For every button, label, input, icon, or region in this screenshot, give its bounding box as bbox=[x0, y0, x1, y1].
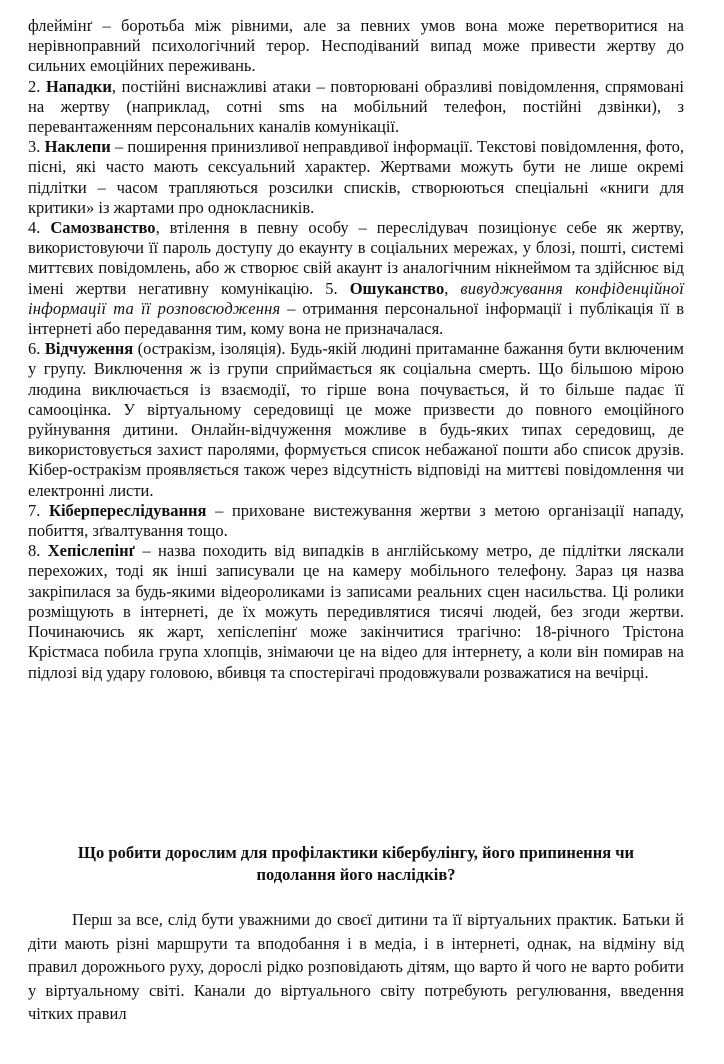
advice-paragraph bbox=[28, 908, 684, 1026]
intro-paragraph: флеймінґ – боротьба між рівними, але за певних умов вона може перетворитися на нерівноправний психологічний терор. Несподіваний випад може привести жертву до сильних емоційних переживань. bbox=[28, 16, 684, 76]
heading-line: подолання його наслідків? bbox=[256, 865, 456, 884]
item-number: 5. bbox=[325, 278, 338, 298]
list-item bbox=[28, 77, 684, 138]
item-number: 4. bbox=[28, 218, 41, 238]
list-item: 4. Самозванство, втілення в певну особу – переслідувач позиціонує себе як жертву, використовуючи її пароль доступу до екаунту в соціальних мережах, у блозі, пошті, системі миттєвих повідомлень, або ж створює свій акаунт із аналогічним нікнеймом та здійснює від імені жертви негативну комунікацію. 5. Ошуканство, вивуджування конфіденційної інформації та її розповсюдження – отримання персональної інформації і публікація її в інтернеті або передавання тим, кому вона не призначалася. bbox=[28, 218, 685, 339]
paragraph-text: Перш за все, слід бути уважними до своєї дитини та її віртуальних практик. Батьки й діти мають різні маршрути та вподобання і в медіа, і в інтернеті, однак, на відміну від правил дорожнього руху, дорослі рідко розповідають дітям, що варто й чого не варто робити у віртуальному світі. Канали до віртуального світу потребують регулювання, введення чітких правил bbox=[28, 910, 684, 1023]
item-term: Відчуження bbox=[44, 339, 134, 359]
list-item bbox=[28, 339, 684, 501]
item-number: 8. bbox=[28, 541, 41, 561]
list-item bbox=[28, 137, 684, 218]
item-text: – назва походить від випадків в англійському метро, де підлітки ляскали перехожих, тоді як інші записували це на камеру мобільного телефону. Зараз ця назва закріпилася за будь-якими відеороликами із записами реальних сцен насильства. Ці ролики розміщують в інтернеті, де їх можуть передивлятися тисячі людей, без згоди жертви. Починаючись як жарт, хепіслепінґ може закінчитися трагічно: 18-річного Трістона Крістмаса побила група хлопців, знімаючи це на відео для інтернету, а коли він помирав на підлозі від удару головою, вбивця та спостерігачі продовжували розважатися на вечірці. bbox=[28, 541, 684, 682]
item-text: – приховане вистежування жертви з метою організації нападу, побиття, зґвалтування тощо. bbox=[28, 500, 685, 541]
item-number: 6. bbox=[28, 339, 41, 359]
item-number: 2. bbox=[28, 76, 41, 96]
list-item bbox=[28, 541, 684, 682]
item-term: Хепіслепінґ bbox=[47, 541, 136, 561]
item-term: Нападки bbox=[45, 76, 112, 96]
item-term: Кіберпереслідування bbox=[49, 500, 207, 520]
item-text: , втілення в певну особу – переслідувач позиціонує себе як жертву, використовуючи її пароль доступу до екаунту в соціальних мережах, у блозі, пошті, системі миттєвих повідомлень, або ж створює свій акаунт із аналогічним нікнеймом та здійснює від імені жертви негативну комунікацію. bbox=[28, 218, 684, 298]
item-text: (остракізм, ізоляція). Будь-якій людині притаманне бажання бути включеним у групу. Виключення ж із групи сприймається як соціальна смерть. Що більшою мірою людина виключається із взаємодії, то гірше вона почувається, й то більше падає її самооцінка. У віртуальному середовищі це може призвести до повного емоційного руйнування дитини. Онлайн-відчуження можливе в будь-яких типах середовищ, де використовується захист паролями, формується список небажаної пошти або список друзів. Кібер-остракізм проявляється також через відсутність відповіді на миттєві повідомлення чи електронні листи. bbox=[28, 339, 684, 500]
item-term: Ошуканство bbox=[349, 278, 445, 298]
item-text: – отримання персональної інформації і публікація її в інтернеті або передавання тим, кому вона не призначалася. bbox=[28, 298, 685, 339]
item-term: Самозванство bbox=[50, 218, 156, 238]
item-italic-text: вивуджування конфіденційної інформації та її розповсюдження bbox=[28, 278, 685, 318]
list-item bbox=[28, 501, 684, 541]
heading-line: Що робити дорослим для профілактики кібербулінгу, його припинення чи bbox=[77, 843, 635, 862]
section-heading bbox=[28, 842, 684, 886]
item-term: Наклепи bbox=[44, 137, 111, 157]
cyberbullying-types-list bbox=[28, 16, 684, 683]
item-number: 7. bbox=[28, 500, 41, 520]
item-number: 3. bbox=[28, 137, 41, 157]
item-text: – поширення принизливої неправдивої інформації. Текстові повідомлення, фото, пісні, які часто мають сексуальний характер. Жертвами можуть бути не лише окремі підлітки – часом трапляються розсилки списків, створюються спеціальні «книги для критики» із жартами про однокласників. bbox=[28, 137, 685, 217]
item-text: , постійні виснажливі атаки – повторювані образливі повідомлення, спрямовані на жертву (наприклад, сотні sms на мобільний телефон, постійні дзвінки), з перевантаженням персональних каналів комунікації. bbox=[28, 76, 684, 137]
